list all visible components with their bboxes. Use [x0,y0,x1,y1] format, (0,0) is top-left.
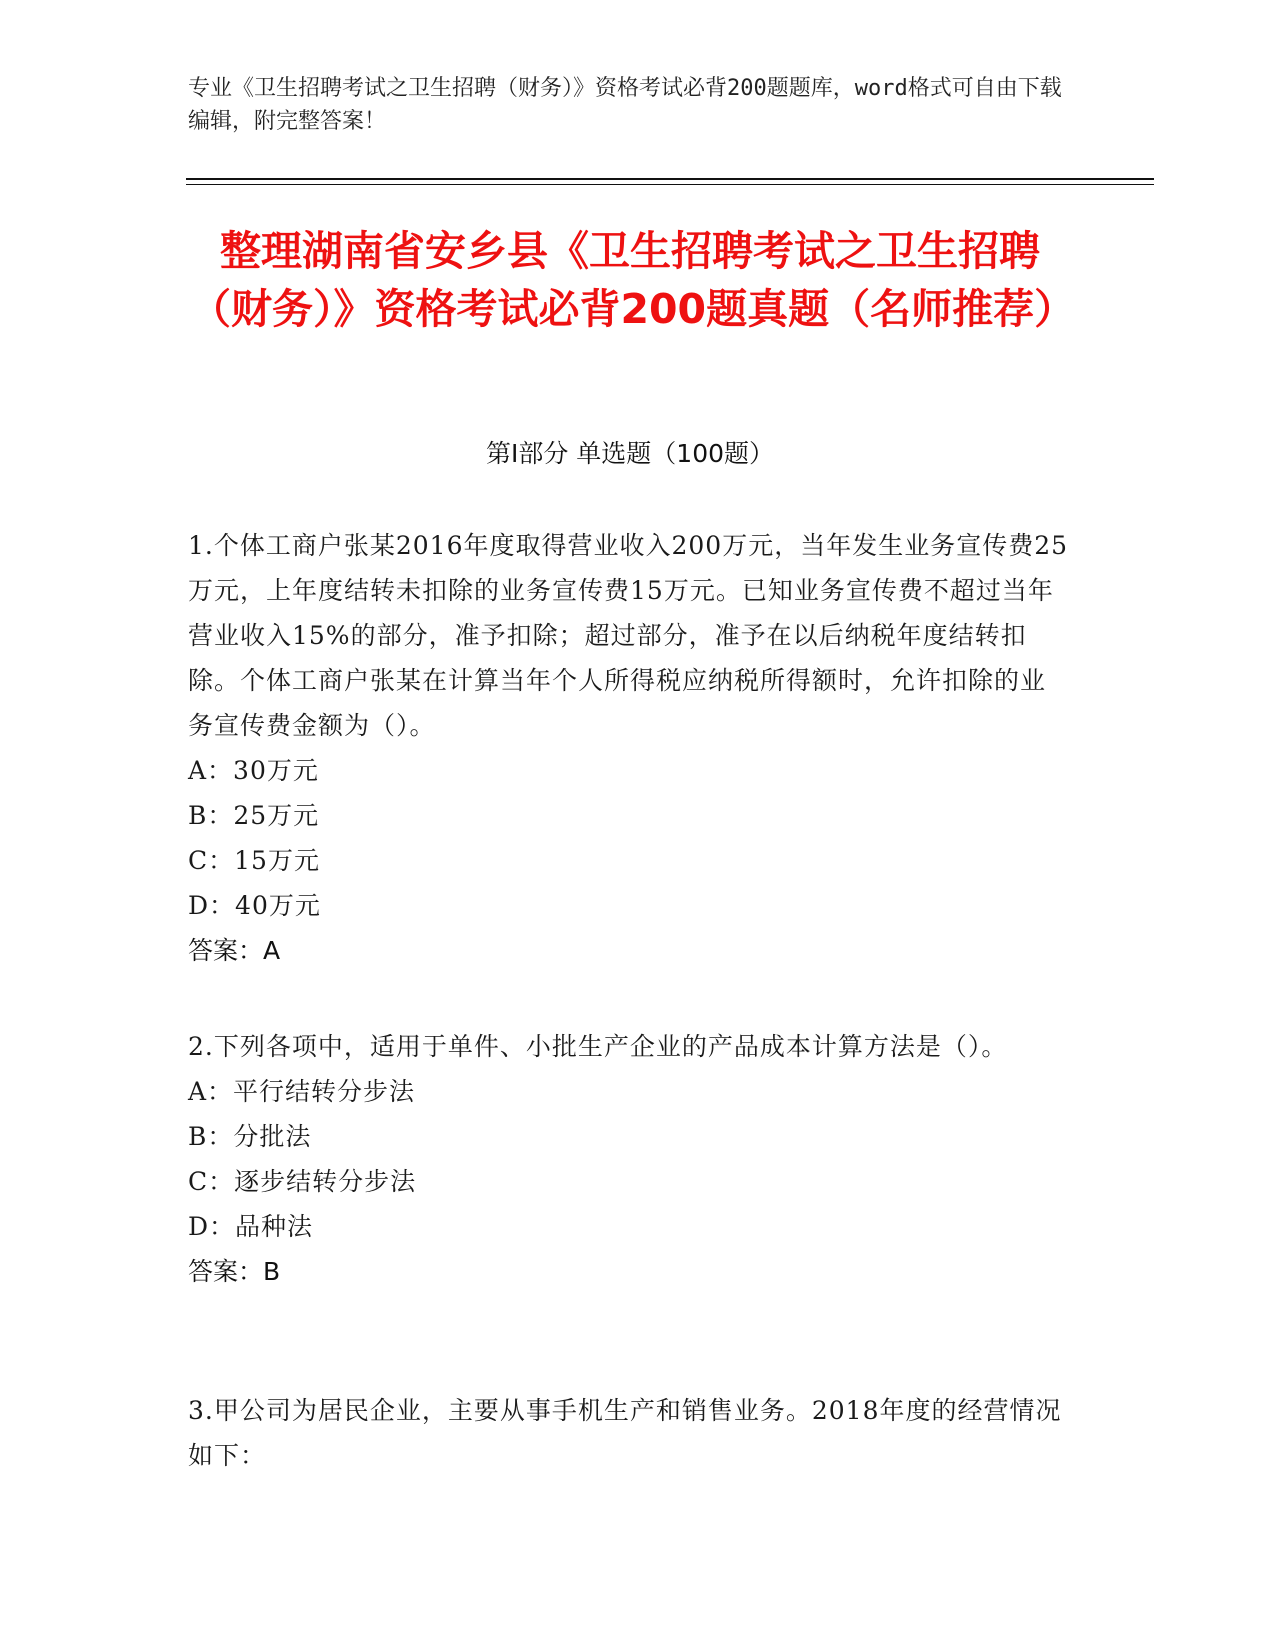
answer: 答案：B [188,1257,281,1286]
option-a: A：平行结转分步法 [188,1077,416,1106]
question-stem: 3.甲公司为居民企业，主要从事手机生产和销售业务。2018年度的经营情况如下： [188,1396,1062,1470]
question-3 [188,1388,1068,1478]
answer: 答案：A [188,936,281,965]
option-c: C：逐步结转分步法 [188,1167,417,1196]
option-c: C：15万元 [188,846,320,875]
question-1 [188,523,1068,973]
option-d: D：品种法 [188,1212,314,1241]
document-title: 整理湖南省安乡县《卫生招聘考试之卫生招聘（财务）》资格考试必背200题真题（名师推荐） [190,227,1076,333]
question-stem: 1.个体工商户张某2016年度取得营业收入200万元，当年发生业务宣传费25万元，上年度结转未扣除的业务宣传费15万元。已知业务宣传费不超过当年营业收入15%的部分，准予扣除；超过部分，准予在以后纳税年度结转扣除。个体工商户张某在计算当年个人所得税应纳税所得额时，允许扣除的业务宣传费金额为（）。 [188,531,1069,740]
header-divider-thick [186,178,1154,180]
option-b: B：25万元 [188,801,320,830]
header-note: 专业《卫生招聘考试之卫生招聘（财务）》资格考试必背200题题库，word格式可自由下载编辑，附完整答案！ [188,76,1062,134]
option-a: A：30万元 [188,756,319,785]
section-title: 第Ⅰ部分 单选题（100题） [485,439,775,468]
question-2 [188,1024,1068,1294]
question-stem: 2.下列各项中，适用于单件、小批生产企业的产品成本计算方法是（）。 [188,1032,1008,1061]
option-d: D：40万元 [188,891,321,920]
header-divider-thin [186,184,1154,185]
option-b: B：分批法 [188,1122,312,1151]
